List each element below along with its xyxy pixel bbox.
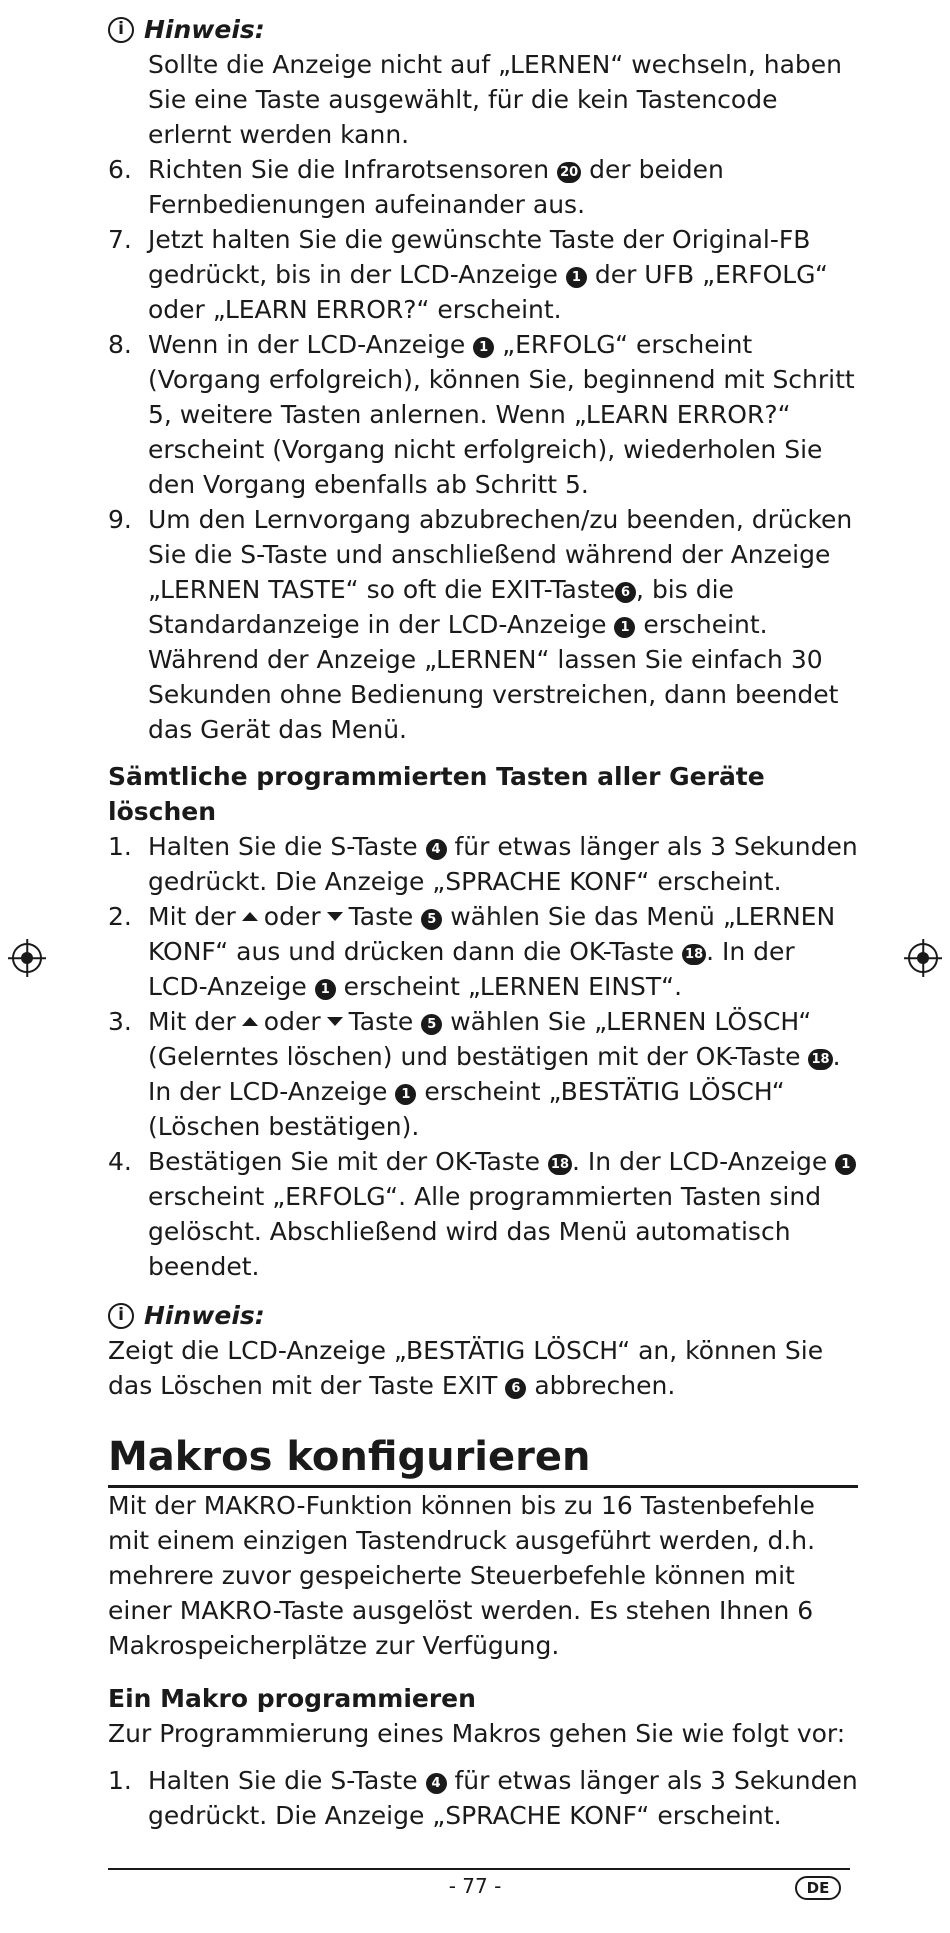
info-icon: i	[108, 1303, 134, 1329]
step-text: . In der LCD-Anzeige	[148, 937, 795, 1001]
ref-number-badge: 1	[566, 267, 587, 288]
step-text: Richten Sie die Infrarotsensoren	[148, 155, 550, 184]
step-text: Um den Lernvorgang abzubrechen/zu beenden, drücken Sie die S-Taste und anschließend während der Anzeige „LERNEN TASTE“ so oft die EXIT-Taste	[148, 505, 853, 604]
ref-number-badge: 5	[421, 1014, 442, 1035]
step-number: 3.	[108, 1007, 132, 1036]
step-number: 7.	[108, 225, 132, 254]
step-text: der UFB „ERFOLG“ oder „LEARN ERROR?“ erscheint.	[148, 260, 828, 324]
learn-steps-list	[108, 152, 858, 747]
ref-number-badge: 18	[808, 1049, 832, 1070]
ref-number-badge: 1	[315, 979, 336, 1000]
step-text: , bis die Standardanzeige in der LCD-Anzeige	[148, 575, 734, 639]
ref-number-badge: 18	[682, 944, 706, 965]
list-item	[108, 1144, 858, 1284]
step-number: 6.	[108, 155, 132, 184]
list-item	[108, 222, 858, 327]
step-text: Taste	[348, 902, 414, 931]
ref-number-badge: 5	[421, 909, 442, 930]
step-text: Taste	[348, 1007, 414, 1036]
step-number: 8.	[108, 330, 132, 359]
ref-number-badge: 20	[557, 162, 581, 183]
step-text: wählen Sie „LERNEN LÖSCH“ (Gelerntes löschen) und bestätigen mit der OK-Taste	[148, 1007, 812, 1071]
arrow-down-icon	[327, 1017, 343, 1026]
step-text: erscheint „LERNEN EINST“.	[343, 972, 683, 1001]
note-text	[108, 1333, 858, 1403]
ref-number-badge: 4	[426, 1773, 447, 1794]
section-intro: Zur Programmierung eines Makros gehen Sie wie folgt vor:	[108, 1719, 846, 1748]
list-item	[108, 327, 858, 502]
note-heading	[108, 12, 858, 47]
step-text: der beiden Fernbedienungen aufeinander aus.	[148, 155, 724, 219]
step-number: 9.	[108, 505, 132, 534]
note-heading-text: Hinweis:	[144, 15, 265, 44]
ref-number-badge: 1	[835, 1154, 856, 1175]
page-number: - 77 -	[448, 1874, 502, 1898]
step-text: „ERFOLG“ erscheint (Vorgang erfolgreich), können Sie, beginnend mit Schritt 5, weitere Tasten anlernen. Wenn „LEARN ERROR?“ erscheint (Vorgang nicht erfolgreich), wiederholen Sie den Vorgang ebenfalls ab Schritt 5.	[148, 330, 855, 499]
list-item	[108, 502, 858, 747]
registration-mark-right-icon	[908, 943, 938, 973]
ref-number-badge: 1	[395, 1084, 416, 1105]
ref-number-badge: 6	[615, 582, 636, 603]
step-text: Jetzt halten Sie die gewünschte Taste der Original-FB gedrückt, bis in der LCD-Anzeige	[148, 225, 811, 289]
language-badge: DE	[795, 1876, 841, 1900]
footer-rule	[108, 1868, 850, 1870]
step-text: . In der LCD-Anzeige	[572, 1147, 828, 1176]
registration-mark-left-icon	[12, 943, 42, 973]
step-text: erscheint „ERFOLG“. Alle programmierten Tasten sind gelöscht. Abschließend wird das Menü automatisch beendet.	[148, 1182, 822, 1281]
arrow-up-icon	[242, 1017, 258, 1026]
step-text: für etwas länger als 3 Sekunden gedrückt. Die Anzeige „SPRACHE KONF“ erscheint.	[148, 1766, 858, 1830]
page-content	[108, 12, 858, 1833]
chapter-intro: Mit der MAKRO-Funktion können bis zu 16 Tastenbefehle mit einem einzigen Tastendruck ausgeführt werden, d.h. mehrere zuvor gespeicherte Steuerbefehle können mit einer MAKRO-Taste ausgelöst werden. Es stehen Ihnen 6 Makrospeicherplätze zur Verfügung.	[108, 1491, 816, 1660]
macro-steps-list	[108, 1763, 858, 1833]
step-text: Halten Sie die S-Taste	[148, 1766, 418, 1795]
step-text: erscheint. Während der Anzeige „LERNEN“ lassen Sie einfach 30 Sekunden ohne Bedienung verstreichen, dann beendet das Gerät das Menü.	[148, 610, 839, 744]
note-text: Sollte die Anzeige nicht auf „LERNEN“ wechseln, haben Sie eine Taste ausgewählt, für die kein Tastencode erlernt werden kann.	[148, 50, 842, 149]
section-heading: Ein Makro programmieren	[108, 1684, 476, 1713]
step-number: 4.	[108, 1147, 132, 1176]
step-number: 1.	[108, 832, 132, 861]
step-text: Mit der	[148, 902, 236, 931]
arrow-up-icon	[242, 912, 258, 921]
arrow-down-icon	[327, 912, 343, 921]
ref-number-badge: 6	[505, 1378, 526, 1399]
note-heading-text: Hinweis:	[144, 1301, 265, 1330]
ref-number-badge: 18	[548, 1154, 572, 1175]
list-item	[108, 152, 858, 222]
section-heading: Sämtliche programmierten Tasten aller Geräte löschen	[108, 762, 765, 826]
step-text: oder	[263, 902, 321, 931]
step-text: . In der LCD-Anzeige	[148, 1042, 841, 1106]
note-text-part: Zeigt die LCD-Anzeige „BESTÄTIG LÖSCH“ an, können Sie das Löschen mit der Taste EXIT	[108, 1336, 824, 1400]
chapter-title: Makros konfigurieren	[108, 1431, 858, 1488]
list-item	[108, 829, 858, 899]
step-text: Wenn in der LCD-Anzeige	[148, 330, 466, 359]
step-text: Mit der	[148, 1007, 236, 1036]
step-text: Halten Sie die S-Taste	[148, 832, 418, 861]
step-text: für etwas länger als 3 Sekunden gedrückt. Die Anzeige „SPRACHE KONF“ erscheint.	[148, 832, 858, 896]
ref-number-badge: 1	[614, 617, 635, 638]
step-number: 2.	[108, 902, 132, 931]
ref-number-badge: 1	[473, 337, 494, 358]
list-item	[108, 1004, 858, 1144]
list-item	[108, 899, 858, 1004]
ref-number-badge: 4	[426, 839, 447, 860]
step-number: 1.	[108, 1766, 132, 1795]
note-text-part: abbrechen.	[534, 1371, 676, 1400]
note-heading	[108, 1298, 858, 1333]
info-icon: i	[108, 17, 134, 43]
step-text: erscheint „BESTÄTIG LÖSCH“ (Löschen bestätigen).	[148, 1077, 785, 1141]
list-item	[108, 1763, 858, 1833]
step-text: Bestätigen Sie mit der OK-Taste	[148, 1147, 540, 1176]
step-text: oder	[263, 1007, 321, 1036]
step-text: wählen Sie das Menü „LERNEN KONF“ aus und drücken dann die OK-Taste	[148, 902, 836, 966]
note-block	[108, 12, 858, 152]
note-block	[108, 1298, 858, 1403]
delete-steps-list	[108, 829, 858, 1284]
